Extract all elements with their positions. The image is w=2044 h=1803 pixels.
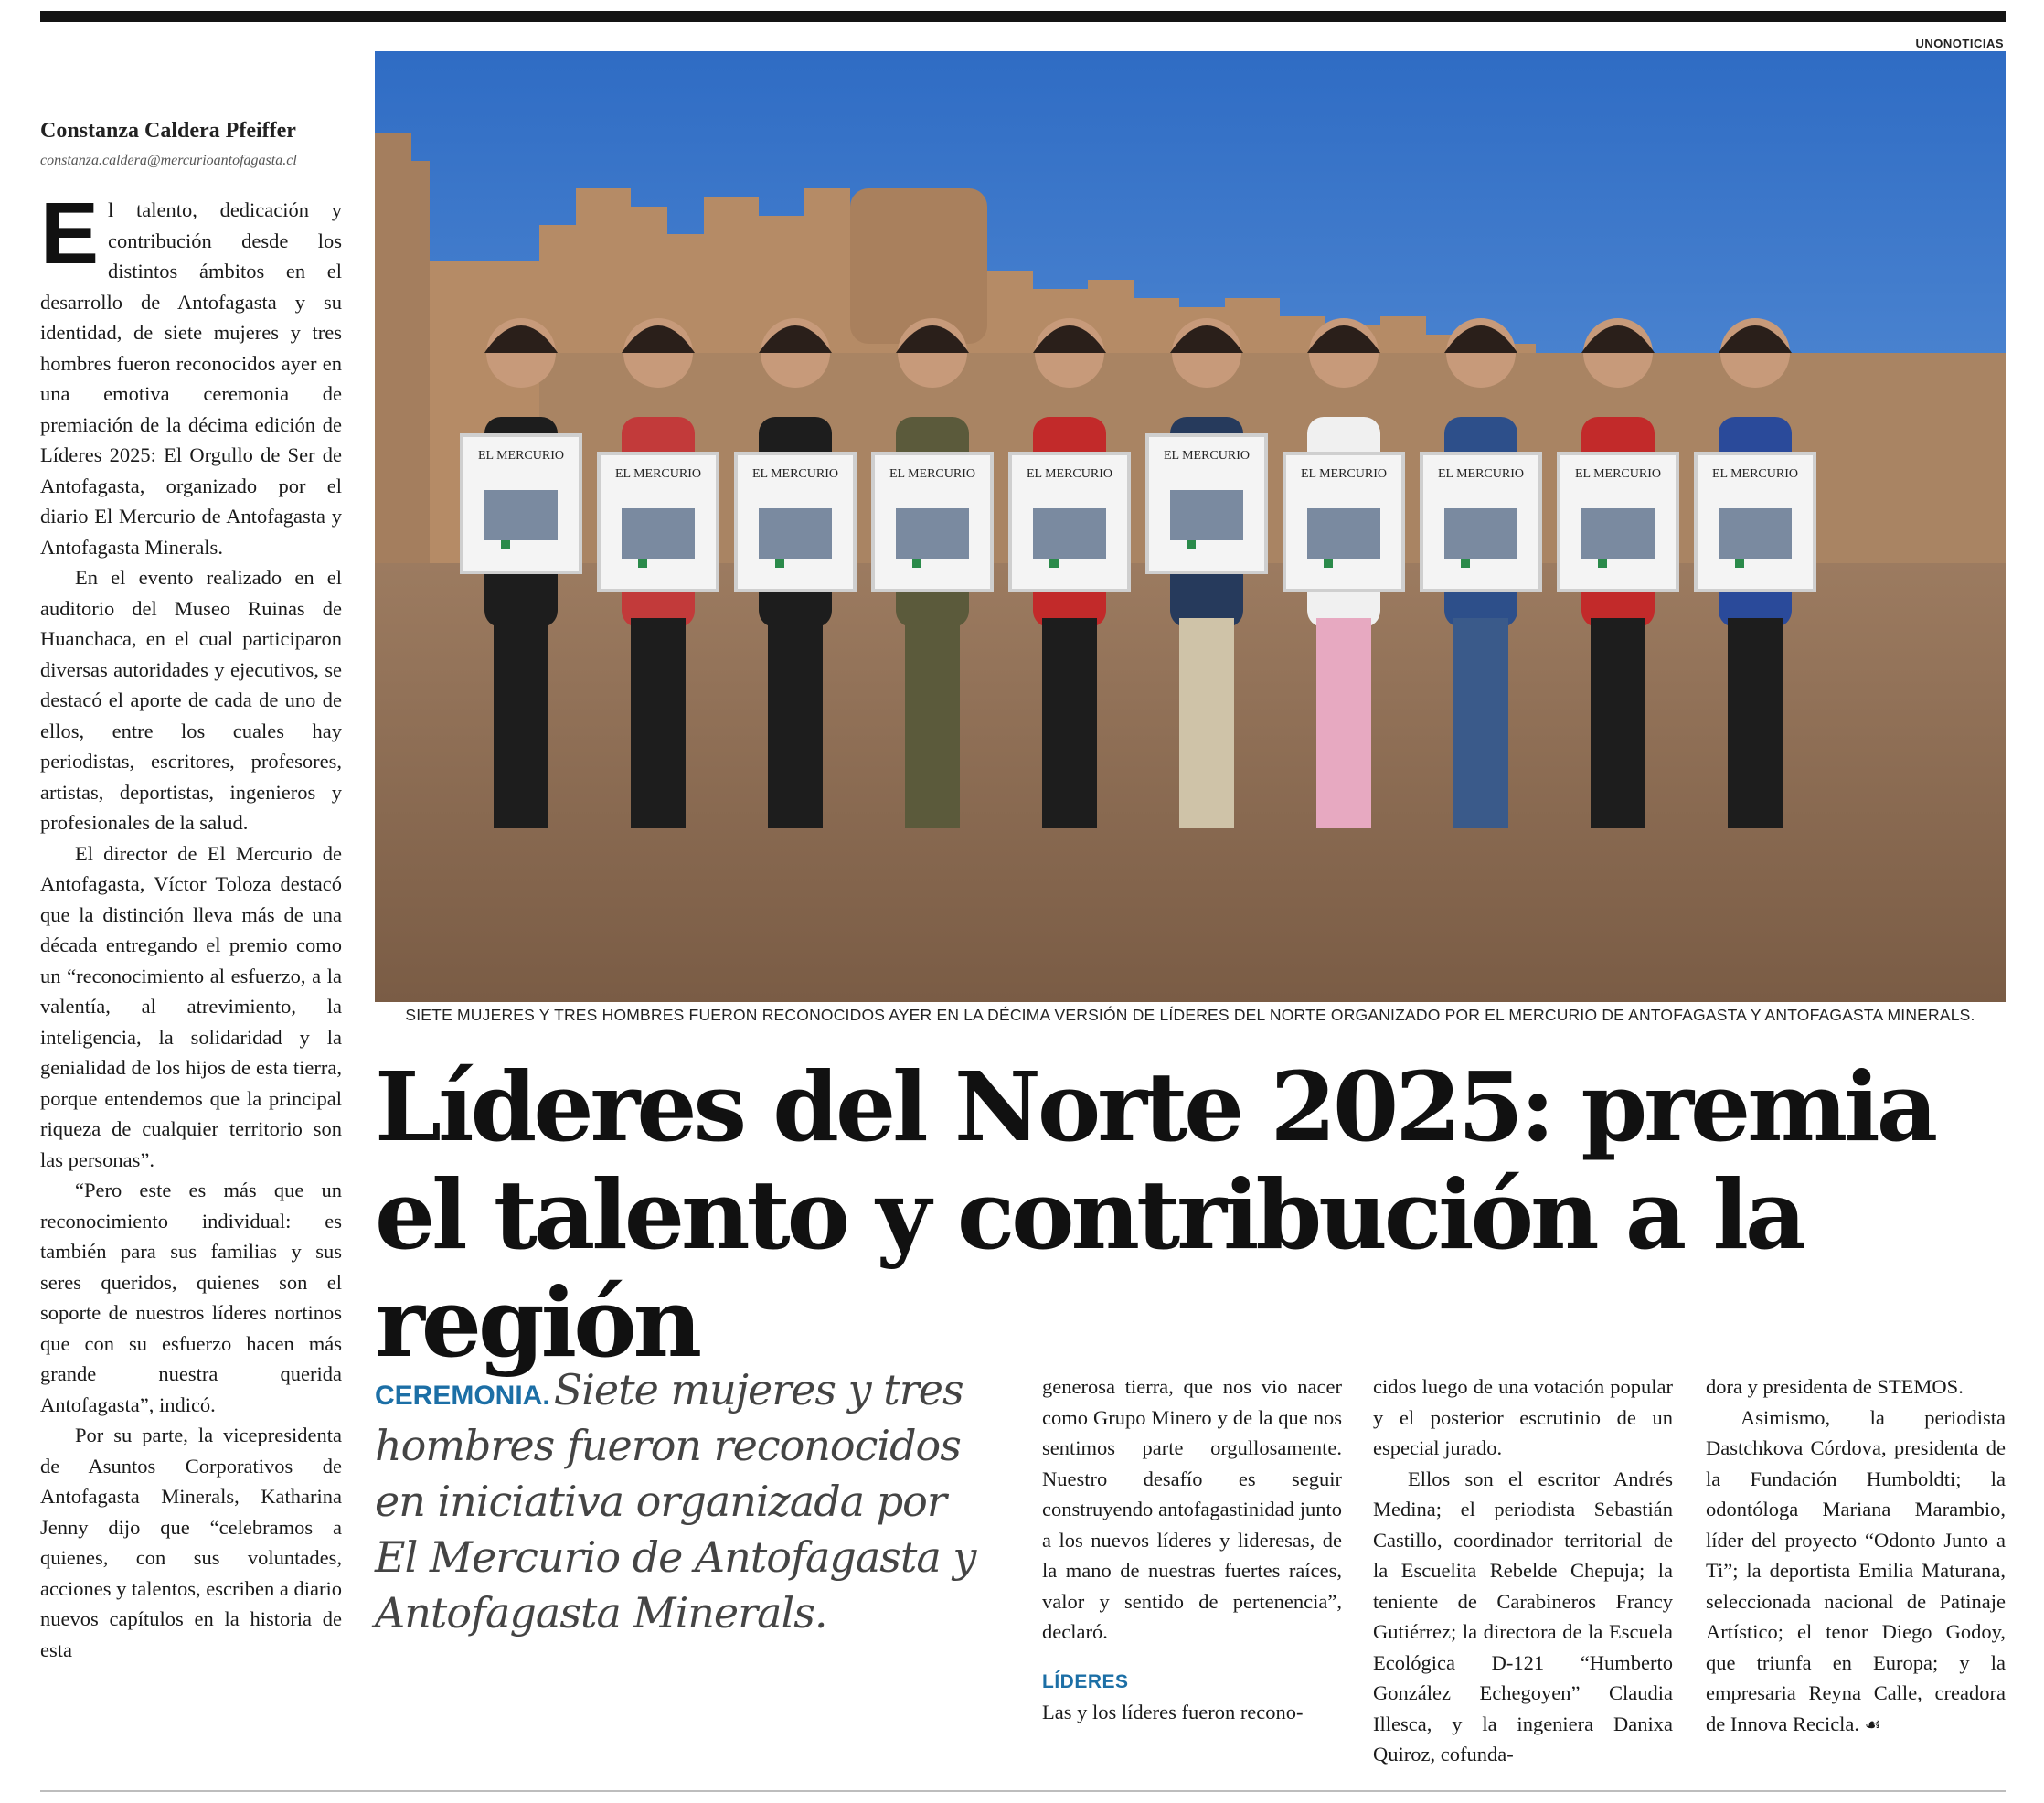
article-column-2 xyxy=(1042,1371,1342,1727)
bottom-rule xyxy=(40,1790,2006,1792)
frame-photo xyxy=(896,508,969,559)
frame-logo xyxy=(638,559,647,568)
ruin-tower xyxy=(850,188,987,344)
article-paragraph: “Pero este es más que un reconocimiento individual: es también para sus familias y sus seres queridos, quienes son el soporte de nuestros líderes nortinos que con su esfuerzo hacen más grande nuestra querida Antofagasta”, indicó. xyxy=(40,1179,342,1416)
person-legs xyxy=(494,618,548,828)
frame-logo xyxy=(501,540,510,549)
frame-logo xyxy=(1324,559,1333,568)
frame-masthead: EL MERCURIO xyxy=(1438,467,1524,481)
deck-kicker: CEREMONIA. xyxy=(375,1381,550,1411)
article-paragraph: Por su parte, la vicepresidenta de Asuntos Corporativos de Antofagasta Minerals, Katharina Jenny dijo que “celebramos a quienes, con sus voluntades, acciones y talentos, escriben a diario nuevos capítulos en la historia de esta xyxy=(40,1424,342,1661)
photo-caption: SIETE MUJERES Y TRES HOMBRES FUERON RECONOCIDOS AYER EN LA DÉCIMA VERSIÓN DE LÍDERES DEL NORTE ORGANIZADO POR EL MERCURIO DE ANTOFAGASTA Y ANTOFAGASTA MINERALS. xyxy=(405,1006,1975,1024)
left-column xyxy=(40,119,342,1665)
person-legs xyxy=(905,618,960,828)
person-legs xyxy=(1042,618,1097,828)
frame-logo xyxy=(1049,559,1059,568)
frame-masthead: EL MERCURIO xyxy=(615,467,701,481)
person-legs xyxy=(768,618,823,828)
frame-masthead: EL MERCURIO xyxy=(752,467,838,481)
article-paragraph: generosa tierra, que nos vio nacer como Grupo Minero y de la que nos sentimos parte orgullosamente. Nuestro desafío es seguir construyendo antofagastinidad junto a los nuevos líderes y lideresas, de la mano de nuestras fuertes raíces, valor y sentido de pertenencia”, declaró. xyxy=(1042,1375,1342,1643)
author-byline: Constanza Caldera Pfeiffer xyxy=(40,119,296,143)
frame-photo xyxy=(622,508,695,559)
person-legs xyxy=(1728,618,1783,828)
photo-illustration xyxy=(375,51,2006,1002)
article-photo xyxy=(375,51,2006,1002)
frame-masthead: EL MERCURIO xyxy=(1164,449,1250,463)
frame-masthead: EL MERCURIO xyxy=(889,467,975,481)
article-column-3 xyxy=(1373,1371,1673,1770)
top-rule xyxy=(40,11,2006,22)
frame-masthead: EL MERCURIO xyxy=(478,449,564,463)
article-paragraph: dora y presidenta de STEMOS. xyxy=(1706,1375,1964,1398)
end-mark-icon: ☙ xyxy=(1864,1714,1881,1735)
frame-masthead: EL MERCURIO xyxy=(1027,467,1112,481)
deck xyxy=(375,1362,996,1641)
person-legs xyxy=(1591,618,1645,828)
ruin-wall xyxy=(375,133,430,563)
headline: Líderes del Norte 2025: premia el talento y contribución a la región xyxy=(375,1051,1935,1379)
author-email: constanza.caldera@mercurioantofagasta.cl xyxy=(40,153,297,168)
frame-photo xyxy=(1719,508,1792,559)
frame-photo xyxy=(759,508,832,559)
frame-logo xyxy=(1735,559,1744,568)
frame-logo xyxy=(1598,559,1607,568)
person-legs xyxy=(1316,618,1371,828)
article-paragraph: Ellos son el escritor Andrés Medina; el periodista Sebastián Castillo, coordinador territorial de la Escuelita Rebelde Chepuja; la teniente de Carabineros Francy Gutiérrez; la directora de la Escuela Ecológica D-121 “Humberto González Echegoyen” Claudia Illesca, y la ingeniera Danixa Quiroz, cofunda- xyxy=(1373,1467,1673,1766)
article-paragraph: Asimismo, la periodista Dastchkova Córdova, presidenta de la Fundación Humboldti; la odontóloga Mariana Marambio, líder del proyecto “Odonto Junto a Ti”; la deportista Emilia Maturana, seleccionada nacional de Patinaje Artístico; el tenor Diego Godoy, que triunfa en Europa; y la empresaria Reyna Calle, creadora de Innova Recicla. ☙ xyxy=(1706,1405,2006,1735)
frame-logo xyxy=(775,559,784,568)
article-paragraph: Las y los líderes fueron recono- xyxy=(1042,1700,1304,1723)
frame-photo xyxy=(1444,508,1517,559)
article-paragraph: cidos luego de una votación popular y el posterior escrutinio de un especial jurado. xyxy=(1373,1375,1673,1459)
article-paragraph: El talento, dedicación y contribución desde los distintos ámbitos en el desarrollo de Antofagasta y su identidad, de siete mujeres y tres hombres fueron reconocidos ayer en una emotiva ceremonia de premiación de la décima edición de Líderes 2025: El Orgullo de Ser de Antofagasta, organizado por el diario El Mercurio de Antofagasta y Antofagasta Minerals. xyxy=(40,185,342,559)
frame-logo xyxy=(912,559,921,568)
person-legs xyxy=(1179,618,1234,828)
article-paragraph: En el evento realizado en el auditorio del Museo Ruinas de Huanchaca, en el cual participaron diversas autoridades y ejecutivos, se destacó el aporte de cada de uno de ellos, entre los cuales hay periodistas, escritores, profesores, artistas, deportistas, ingenieros y profesionales de la salud. xyxy=(40,566,342,834)
frame-logo xyxy=(1461,559,1470,568)
frame-masthead: EL MERCURIO xyxy=(1712,467,1798,481)
frame-masthead: EL MERCURIO xyxy=(1301,467,1387,481)
source-label: UNONOTICIAS xyxy=(1915,37,2004,50)
frame-photo xyxy=(1170,490,1243,540)
person-legs xyxy=(1453,618,1508,828)
frame-photo xyxy=(484,490,558,540)
deck-text: Siete mujeres y tres hombres fueron reconocidos en iniciativa organizada por El Mercurio de Antofagasta y Antofagasta Minerals. xyxy=(375,1365,976,1638)
frame-photo xyxy=(1033,508,1106,559)
drop-cap: E xyxy=(40,185,100,283)
article-paragraph: El director de El Mercurio de Antofagasta, Víctor Toloza destacó que la distinción lleva más de una década entregando el premio como un “reconocimiento al esfuerzo, a la valentía, al atrevimiento, la inteligencia, la solidaridad y la genialidad de los hijos de esta tierra, porque entendemos que la principal riqueza de cualquier territorio son las personas”. xyxy=(40,841,342,1171)
frame-masthead: EL MERCURIO xyxy=(1575,467,1661,481)
article-column-4 xyxy=(1706,1371,2006,1741)
frame-logo xyxy=(1187,540,1196,549)
person-legs xyxy=(631,618,686,828)
subhead: LÍDERES xyxy=(1042,1670,1129,1692)
frame-photo xyxy=(1581,508,1655,559)
frame-photo xyxy=(1307,508,1380,559)
